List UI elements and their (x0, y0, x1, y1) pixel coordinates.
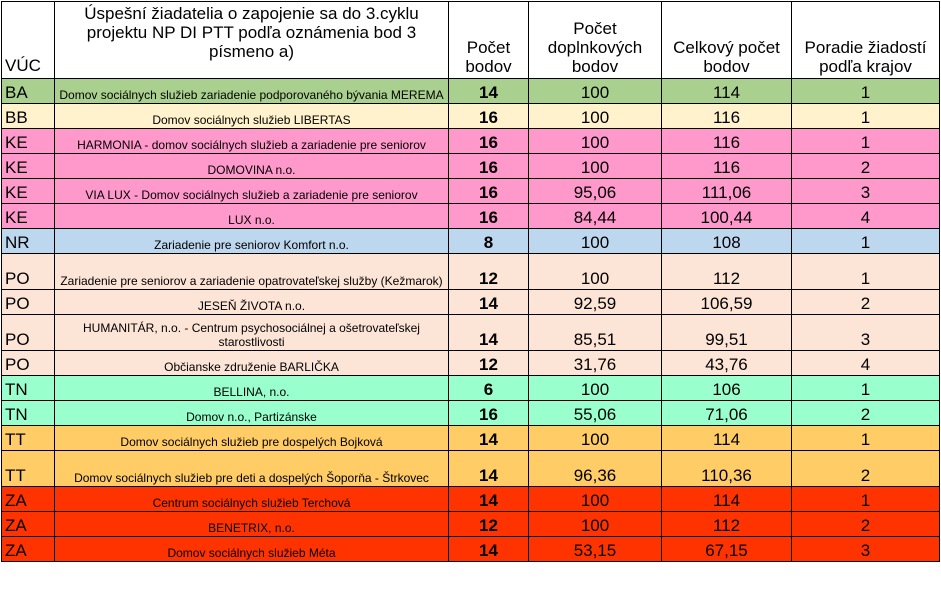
table-row (2, 512, 940, 537)
table-row (2, 351, 940, 376)
applicant-name-cell: Domov sociálnych služieb pre dospelých Bojková (55, 426, 449, 451)
points-cell: 14 (449, 537, 529, 562)
rank-cell: 2 (792, 401, 940, 426)
points-cell: 12 (449, 512, 529, 537)
additional-points-cell: 85,51 (529, 315, 662, 351)
points-cell: 14 (449, 315, 529, 351)
region-cell: PO (2, 254, 55, 290)
additional-points-cell: 53,15 (529, 537, 662, 562)
additional-points-cell: 100 (529, 154, 662, 179)
rank-cell: 1 (792, 229, 940, 254)
applicant-name-cell: Domov sociálnych služieb Méta (55, 537, 449, 562)
points-cell: 16 (449, 104, 529, 129)
total-points-cell: 43,76 (662, 351, 792, 376)
region-cell: KE (2, 154, 55, 179)
total-points-cell: 116 (662, 154, 792, 179)
additional-points-cell: 84,44 (529, 204, 662, 229)
additional-points-cell: 100 (529, 376, 662, 401)
additional-points-cell: 100 (529, 79, 662, 104)
table-row (2, 401, 940, 426)
applicant-name-cell: Občianske združenie BARLIČKA (55, 351, 449, 376)
points-cell: 16 (449, 129, 529, 154)
total-points-cell: 99,51 (662, 315, 792, 351)
header-row (2, 2, 940, 79)
additional-points-cell: 31,76 (529, 351, 662, 376)
applicant-name-cell: LUX n.o. (55, 204, 449, 229)
applicant-name-cell: JESEŇ ŽIVOTA n.o. (55, 290, 449, 315)
region-cell: KE (2, 129, 55, 154)
rank-cell: 4 (792, 351, 940, 376)
region-cell: TT (2, 426, 55, 451)
header-applicant-name: Úspešní žiadatelia o zapojenie sa do 3.cyklu projektu NP DI PTT podľa oznámenia bod 3 písmeno a) (55, 2, 449, 79)
region-cell: BA (2, 79, 55, 104)
total-points-cell: 108 (662, 229, 792, 254)
total-points-cell: 106,59 (662, 290, 792, 315)
table-row (2, 254, 940, 290)
table-row (2, 79, 940, 104)
total-points-cell: 112 (662, 254, 792, 290)
applicant-name-cell: Zariadenie pre seniorov Komfort n.o. (55, 229, 449, 254)
points-cell: 6 (449, 376, 529, 401)
points-cell: 14 (449, 487, 529, 512)
additional-points-cell: 100 (529, 487, 662, 512)
applicant-name-cell: BELLINA, n.o. (55, 376, 449, 401)
applicant-name-cell: Domov n.o., Partizánske (55, 401, 449, 426)
region-cell: ZA (2, 487, 55, 512)
total-points-cell: 110,36 (662, 451, 792, 487)
points-cell: 12 (449, 351, 529, 376)
rank-cell: 2 (792, 154, 940, 179)
total-points-cell: 114 (662, 487, 792, 512)
rank-cell: 1 (792, 487, 940, 512)
applicant-name-cell: Centrum sociálnych služieb Terchová (55, 487, 449, 512)
additional-points-cell: 55,06 (529, 401, 662, 426)
total-points-cell: 71,06 (662, 401, 792, 426)
total-points-cell: 116 (662, 129, 792, 154)
table-row (2, 451, 940, 487)
table-row (2, 179, 940, 204)
applicant-name-cell: VIA LUX - Domov sociálnych služieb a zariadenie pre seniorov (55, 179, 449, 204)
rank-cell: 2 (792, 451, 940, 487)
rank-cell: 1 (792, 79, 940, 104)
points-cell: 14 (449, 79, 529, 104)
total-points-cell: 116 (662, 104, 792, 129)
total-points-cell: 111,06 (662, 179, 792, 204)
additional-points-cell: 100 (529, 104, 662, 129)
header-rank: Poradie žiadostí podľa krajov (792, 2, 940, 79)
rank-cell: 3 (792, 315, 940, 351)
points-cell: 14 (449, 290, 529, 315)
additional-points-cell: 96,36 (529, 451, 662, 487)
region-cell: TN (2, 401, 55, 426)
total-points-cell: 114 (662, 79, 792, 104)
table-row (2, 129, 940, 154)
rank-cell: 1 (792, 104, 940, 129)
total-points-cell: 100,44 (662, 204, 792, 229)
additional-points-cell: 95,06 (529, 179, 662, 204)
applicant-name-cell: HARMONIA - domov sociálnych služieb a zariadenie pre seniorov (55, 129, 449, 154)
table-row (2, 290, 940, 315)
total-points-cell: 112 (662, 512, 792, 537)
table-row (2, 537, 940, 562)
points-cell: 14 (449, 426, 529, 451)
points-cell: 12 (449, 254, 529, 290)
region-cell: TT (2, 451, 55, 487)
table-row (2, 487, 940, 512)
rank-cell: 1 (792, 254, 940, 290)
applicant-name-cell: Domov sociálnych služieb zariadenie podporovaného bývania MEREMA (55, 79, 449, 104)
table-row (2, 315, 940, 351)
applicant-name-cell: Domov sociálnych služieb LIBERTAS (55, 104, 449, 129)
additional-points-cell: 100 (529, 129, 662, 154)
applicants-table (1, 1, 940, 562)
rank-cell: 1 (792, 426, 940, 451)
points-cell: 16 (449, 179, 529, 204)
region-cell: KE (2, 179, 55, 204)
points-cell: 14 (449, 451, 529, 487)
table-body (2, 79, 940, 562)
total-points-cell: 114 (662, 426, 792, 451)
points-cell: 16 (449, 401, 529, 426)
table-row (2, 204, 940, 229)
region-cell: ZA (2, 512, 55, 537)
rank-cell: 1 (792, 129, 940, 154)
header-points: Počet bodov (449, 2, 529, 79)
additional-points-cell: 100 (529, 229, 662, 254)
applicant-name-cell: Zariadenie pre seniorov a zariadenie opatrovateľskej služby (Kežmarok) (55, 254, 449, 290)
table-row (2, 426, 940, 451)
points-cell: 8 (449, 229, 529, 254)
region-cell: PO (2, 351, 55, 376)
total-points-cell: 67,15 (662, 537, 792, 562)
additional-points-cell: 100 (529, 254, 662, 290)
table-row (2, 154, 940, 179)
region-cell: BB (2, 104, 55, 129)
applicant-name-cell: Domov sociálnych služieb pre deti a dospelých Šoporňa - Štrkovec (55, 451, 449, 487)
additional-points-cell: 92,59 (529, 290, 662, 315)
applicant-name-cell: BENETRIX, n.o. (55, 512, 449, 537)
additional-points-cell: 100 (529, 426, 662, 451)
table-row (2, 376, 940, 401)
region-cell: KE (2, 204, 55, 229)
points-cell: 16 (449, 154, 529, 179)
rank-cell: 3 (792, 537, 940, 562)
region-cell: TN (2, 376, 55, 401)
applicant-name-cell: HUMANITÁR, n.o. - Centrum psychosociálnej a ošetrovateľskej starostlivosti (55, 315, 449, 351)
points-cell: 16 (449, 204, 529, 229)
rank-cell: 4 (792, 204, 940, 229)
region-cell: ZA (2, 537, 55, 562)
rank-cell: 2 (792, 512, 940, 537)
rank-cell: 3 (792, 179, 940, 204)
additional-points-cell: 100 (529, 512, 662, 537)
header-vuc: VÚC (2, 2, 55, 79)
region-cell: PO (2, 290, 55, 315)
rank-cell: 1 (792, 376, 940, 401)
table-row (2, 104, 940, 129)
rank-cell: 2 (792, 290, 940, 315)
header-additional-points: Počet doplnkových bodov (529, 2, 662, 79)
applicant-name-cell: DOMOVINA n.o. (55, 154, 449, 179)
header-total-points: Celkový počet bodov (662, 2, 792, 79)
region-cell: NR (2, 229, 55, 254)
region-cell: PO (2, 315, 55, 351)
table-row (2, 229, 940, 254)
total-points-cell: 106 (662, 376, 792, 401)
